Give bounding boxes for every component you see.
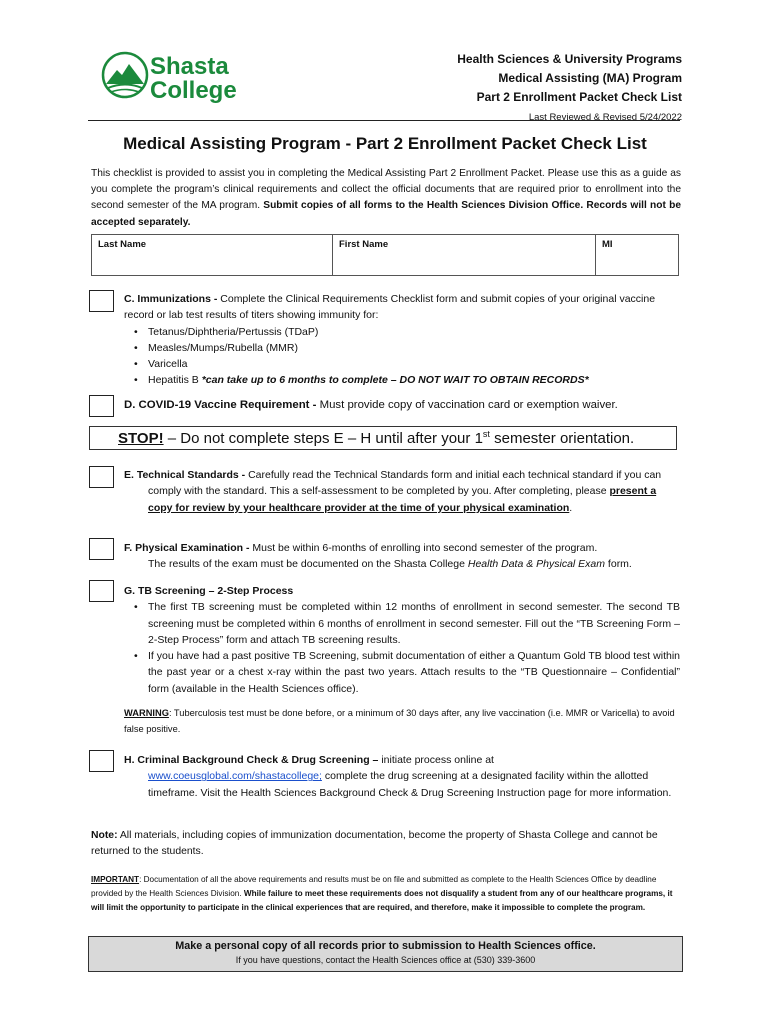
footer-line2: If you have questions, contact the Health Sciences office at (530) 339-3600 [235,955,536,965]
first-name-field[interactable]: First Name [333,235,596,276]
immunization-list [124,324,680,389]
important-label: IMPORTANT [91,875,140,884]
checkbox-covid[interactable] [89,395,114,417]
stop-text2: semester orientation. [489,430,635,447]
warning-label: WARNING [124,708,169,718]
item-background-check [124,752,680,801]
revised-date: Last Reviewed & Revised 5/24/2022 [528,112,682,123]
checkbox-physical-exam[interactable] [89,538,114,560]
header-divider [88,120,680,121]
physical-italic: Health Data & Physical Exam [467,558,606,571]
important-text: : Documentation of all the above requirements and results must be on file and submitted as complete to the Health Sciences Office by deadline provided by the Health Sciences Division. [91,875,657,898]
important-bold: While failure to meet these requirements does not disqualify a student from any of our healthcare programs, it will limit the opportunity to participate in the clinical experiences that are required, and therefore, make it impossible to complete the program. [91,889,673,912]
list-item: • The first TB screening must be completed within 12 months of enrollment in second semester. The second TB screening must be completed within 6 months of enrollment in second semester. Fill out the “TB Screening Form – 2-Step Process” form and attach TB screening results. [148,599,680,648]
note-text: All materials, including copies of immunization documentation, become the property of Shasta College and cannot be returned to the students. [91,830,658,858]
hep-b-label: Hepatitis B [148,374,202,387]
intro-bold: Submit copies of all forms to the Health Sciences Division Office. Records will not be accepted separately. [91,200,681,228]
checkbox-tb-screening[interactable] [89,580,114,602]
item-tb-screening [124,583,680,697]
item-technical-standards [124,467,680,516]
checkbox-technical-standards[interactable] [89,466,114,488]
physical-heading: F. Physical Examination - [124,542,253,554]
stop-text1: – Do not complete steps E – H until after your 1 [163,430,483,447]
coeus-link[interactable]: www.coeusglobal.com/shastacollege; [148,770,322,783]
important-paragraph [91,873,681,915]
logo-line1: Shasta [150,53,229,80]
stop-label: STOP! [118,430,164,447]
checkbox-immunizations[interactable] [89,290,114,312]
intro-text: This checklist is provided to assist you in completing the Medical Assisting Part 2 Enrollment Packet. Please use this as a guide as you complete the program’s clinical requirements and collect the official documents that are required prior to enrollment into the second semester of the MA program. [91,168,681,212]
note-paragraph [91,828,681,861]
shasta-college-logo [100,50,260,105]
header-line3: Part 2 Enrollment Packet Check List [476,90,682,104]
item-immunizations [124,291,680,389]
background-heading: H. Criminal Background Check & Drug Screening – [124,754,382,766]
program-header [457,50,682,127]
list-item [148,372,680,388]
hep-b-note: *can take up to 6 months to complete – DO NOT WAIT TO OBTAIN RECORDS* [201,374,589,387]
checkbox-background-check[interactable] [89,750,114,772]
item-physical-exam [124,540,680,573]
list-item: • If you have had a past positive TB Screening, submit documentation of either a Quantum Gold TB blood test within the past year or a chest x-ray within the past two years. Attach results to the “TB Questionnaire – Confidential” form (available in the Health Sciences office). [148,648,680,697]
technical-text: Carefully read the Technical Standards form and initial each technical standard if you can comply with the standard. This a self-assessment to be completed by you. After completing, please [148,469,662,498]
footer-line1: Make a personal copy of all records prior to submission to Health Sciences office. [175,940,596,952]
background-text2: complete the drug screening at a designated facility within the allotted timeframe. Visit the Health Sciences Background Check & Drug Screening Instruction page for more information. [148,770,672,799]
footer-box [88,936,683,972]
last-name-field[interactable]: Last Name [92,235,333,276]
immunizations-text: Complete the Clinical Requirements Checklist form and submit copies of your original vaccine record or lab test results of titers showing immunity for: [124,293,656,322]
list-item: • Tetanus/Diphtheria/Pertussis (TDaP) [148,324,680,340]
note-label: Note: [91,830,118,841]
immunizations-heading: C. Immunizations - [124,293,221,305]
page-title: Medical Assisting Program - Part 2 Enrollment Packet Check List [123,134,647,153]
covid-heading: D. COVID-19 Vaccine Requirement - [124,399,320,411]
logo-line2: College [150,77,237,104]
technical-end: . [569,501,573,514]
list-item: • Varicella [148,356,680,372]
tb-heading: G. TB Screening – 2-Step Process [124,585,294,597]
header-line2: Medical Assisting (MA) Program [498,71,682,85]
item-covid [124,397,680,413]
mi-field[interactable]: MI [596,235,679,276]
tb-warning [124,706,680,737]
physical-text: Must be within 6-months of enrolling into second semester of the program. [252,542,598,554]
warning-text: : Tuberculosis test must be done before, or a minimum of 30 days after, any live vaccination (i.e. MMR or Varicella) to avoid false positive. [124,708,675,734]
list-item: • Measles/Mumps/Rubella (MMR) [148,340,680,356]
stop-banner [89,426,677,450]
physical-text2: The results of the exam must be documented on the Shasta College [148,558,468,571]
intro-paragraph [91,166,681,231]
stop-sup: st [482,429,490,439]
header-line1: Health Sciences & University Programs [457,52,682,66]
tb-list [124,599,680,697]
student-name-table [91,234,679,276]
physical-end: form. [605,558,632,571]
background-text: initiate process online at [381,754,494,766]
covid-text: Must provide copy of vaccination card or exemption waiver. [319,399,618,411]
technical-heading: E. Technical Standards - [124,469,249,481]
technical-underlined: present a copy for review by your healthcare provider at the time of your physical examination [148,485,657,514]
mountain-logo-icon [100,50,260,105]
